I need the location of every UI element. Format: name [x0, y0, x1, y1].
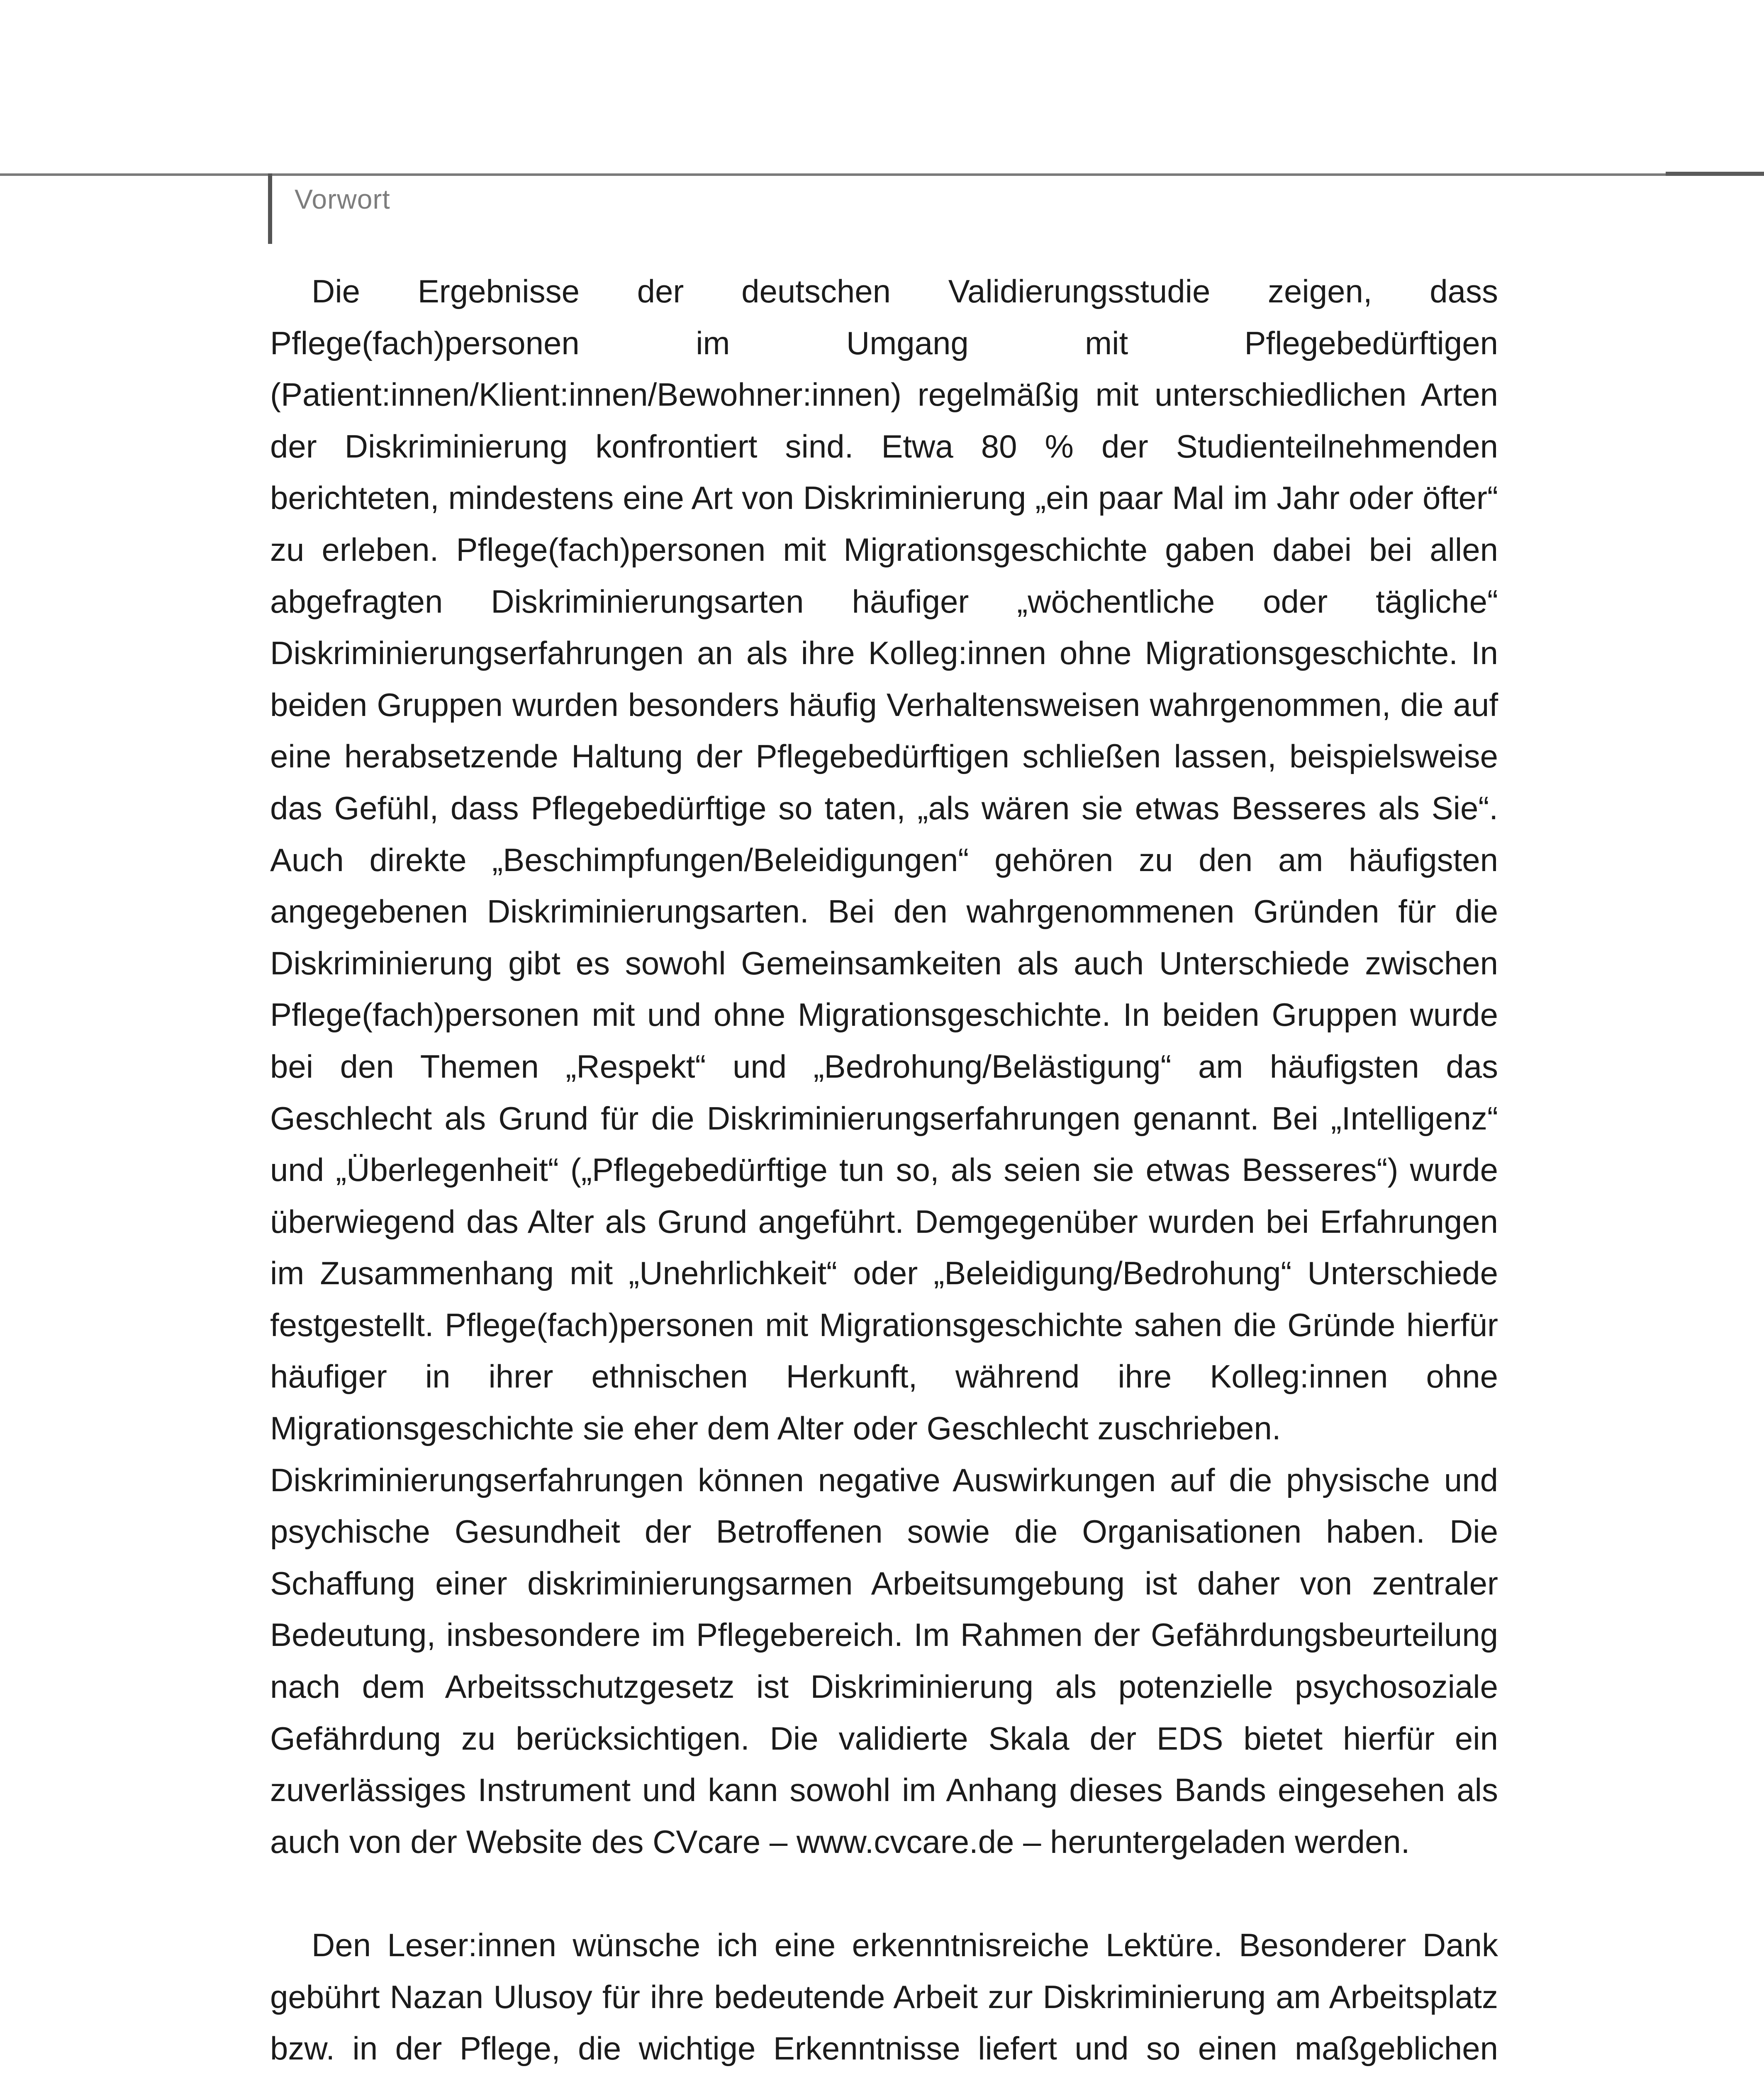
paragraph-3: Den Leser:innen wünsche ich eine erkenntnisreiche Lektüre. Besonderer Dank gebührt Nazan Ulusoy für ihre bedeutende Arbeit zur Diskriminierung am Arbeitsplatz bzw. in der Pflege, die wichtige Erkenntnisse liefert und so einen maßgeblichen	[270, 1927, 1498, 2067]
paragraph-2: Diskriminierungserfahrungen können negative Auswirkungen auf die physische und psychische Gesundheit der Betroffenen sowie die Organisationen haben. Die Schaffung einer diskriminierungsarmen Arbeitsumgebung ist daher von zentraler Bedeutung, insbesondere im Pflegebereich. Im Rahmen der Gefährdungsbeurteilung nach dem Arbeitsschutzgesetz ist Diskriminierung als potenzielle psychosoziale Gefährdung zu berücksichtigen. Die validierte Skala der EDS bietet hierfür ein zuverlässiges Instrument und kann sowohl im Anhang dieses Bands eingesehen als auch von der Website des CVcare – www.cvcare.de – heruntergeladen werden.	[270, 1461, 1498, 1860]
body-text	[270, 265, 1498, 2074]
header-marker-bar	[268, 173, 272, 244]
header-rule	[0, 173, 1764, 176]
running-head: Vorwort	[295, 184, 390, 214]
paragraph-1: Die Ergebnisse der deutschen Validierungsstudie zeigen, dass Pflege(fach)personen im Umgang mit Pflegebedürftigen (Patient:innen/Klient:innen/Bewohner:innen) regelmäßig mit unterschiedlichen Arten der Diskriminierung konfrontiert sind. Etwa 80 % der Studienteilnehmenden berichteten, mindestens eine Art von Diskriminierung „ein paar Mal im Jahr oder öfter“ zu erleben. Pflege(fach)personen mit Migrationsgeschichte gaben dabei bei allen abgefragten Diskriminierungsarten häufiger „wöchentliche oder tägliche“ Diskriminierungserfahrungen an als ihre Kolleg:innen ohne Migrationsgeschichte. In beiden Gruppen wurden besonders häufig Verhaltensweisen wahrgenommen, die auf eine herabsetzende Haltung der Pflegebedürftigen schließen lassen, beispielsweise das Gefühl, dass Pflegebedürftige so taten, „als wären sie etwas Besseres als Sie“. Auch direkte „Beschimpfungen/Beleidigungen“ gehören zu den am häufigsten angegebenen Diskriminierungsarten. Bei den wahrgenommenen Gründen für die Diskriminierung gibt es sowohl Gemeinsamkeiten als auch Unterschiede zwischen Pflege(fach)personen mit und ohne Migrationsgeschichte. In beiden Gruppen wurde bei den Themen „Respekt“ und „Bedrohung/Belästigung“ am häufigsten das Geschlecht als Grund für die Diskriminierungserfahrungen genannt. Bei „Intelligenz“ und „Überlegenheit“ („Pflegebedürftige tun so, als seien sie etwas Besseres“) wurde überwiegend das Alter als Grund angeführt. Demgegenüber wurden bei Erfahrungen im Zusammenhang mit „Unehrlichkeit“ oder „Beleidigung/Bedrohung“ Unterschiede festgestellt. Pflege(fach)personen mit Migrationsgeschichte sahen die Gründe hierfür häufiger in ihrer ethnischen Herkunft, während ihre Kolleg:innen ohne Migrationsgeschichte sie eher dem Alter oder Geschlecht zuschrieben.	[270, 273, 1498, 1447]
header-rule-accent	[1666, 172, 1764, 176]
